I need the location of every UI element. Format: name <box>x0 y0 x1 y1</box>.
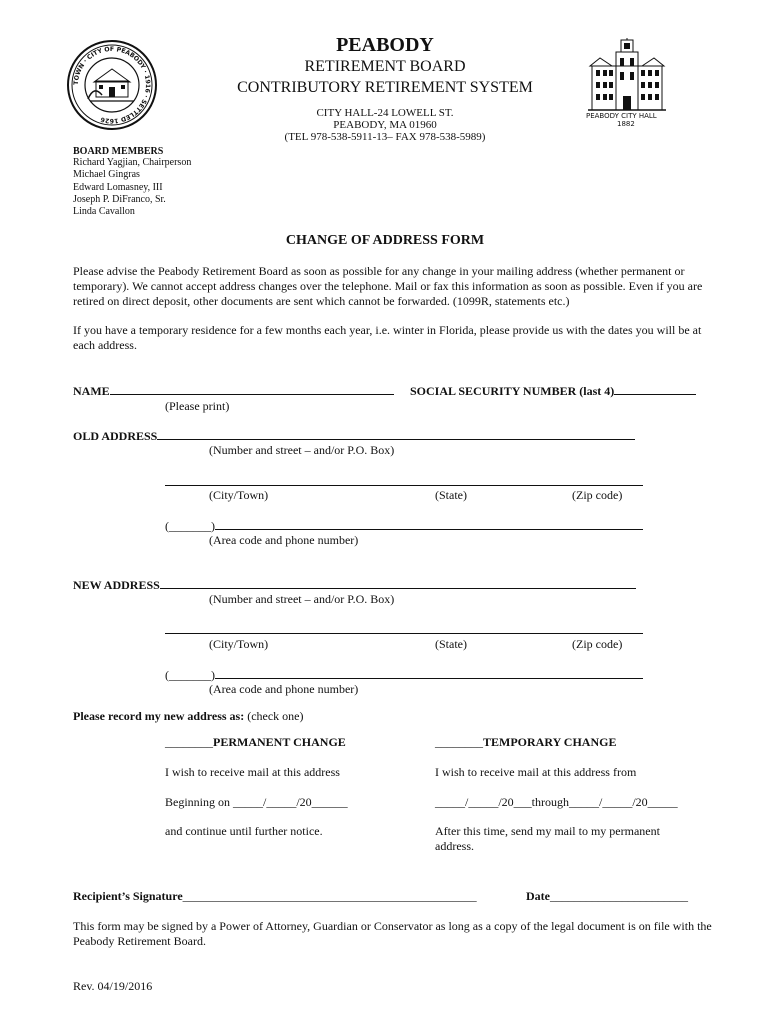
date-field[interactable]: _______________________ <box>550 889 688 903</box>
org-subtitle-system: CONTRIBUTORY RETIREMENT SYSTEM <box>237 79 533 96</box>
name-hint: (Please print) <box>165 399 230 413</box>
old-zip-hint: (Zip code) <box>572 488 623 502</box>
old-city-hint: (City/Town) <box>209 488 269 502</box>
old-phone-hint: (Area code and phone number) <box>209 533 359 547</box>
address-line-2: PEABODY, MA 01960 <box>333 119 437 131</box>
new-phone-hint: (Area code and phone number) <box>209 682 359 696</box>
new-phone-row <box>165 667 643 683</box>
record-as-label: Please record my new address as: <box>73 709 245 723</box>
temporary-line-1: I wish to receive mail at this address from <box>435 765 637 779</box>
record-as-hint: (check one) <box>247 709 304 723</box>
signature-row <box>73 889 477 904</box>
old-state-hint: (State) <box>435 488 467 502</box>
board-member: Edward Lomasney, III <box>73 181 163 193</box>
ssn-row <box>410 383 696 399</box>
name-field[interactable] <box>110 383 394 395</box>
temporary-date-range[interactable]: _____/_____/20___through_____/_____/20_____ <box>435 795 678 809</box>
new-state-hint: (State) <box>435 637 467 651</box>
org-subtitle-board: RETIREMENT BOARD <box>304 58 466 75</box>
new-zip-hint: (Zip code) <box>572 637 623 651</box>
old-address-label: OLD ADDRESS <box>73 429 158 443</box>
city-hall-caption: PEABODY CITY HALL <box>586 112 657 120</box>
org-title: PEABODY <box>336 34 434 56</box>
old-area-code-field[interactable]: (_______) <box>165 519 215 533</box>
signature-field[interactable]: _________________________________________________ <box>182 889 477 903</box>
date-row <box>526 889 688 904</box>
revision-date: Rev. 04/19/2016 <box>73 979 153 993</box>
record-as-row <box>73 709 304 724</box>
ssn-field[interactable] <box>614 383 696 395</box>
temporary-line-3: After this time, send my mail to my permanent <box>435 824 660 838</box>
old-street-hint: (Number and street – and/or P.O. Box) <box>209 443 395 457</box>
signature-label: Recipient’s Signature <box>73 889 183 903</box>
new-street-field[interactable] <box>160 577 636 589</box>
board-member: Joseph P. DiFranco, Sr. <box>73 193 166 205</box>
ssn-label: SOCIAL SECURITY NUMBER (last 4) <box>410 384 615 398</box>
old-street-field[interactable] <box>157 428 635 440</box>
permanent-check-field[interactable]: ________ <box>165 735 213 749</box>
temporary-residence-note: If you have a temporary residence for a few months each year, i.e. winter in Florida, please provide us with the dates you will be at each address. <box>73 323 702 352</box>
temporary-label: TEMPORARY CHANGE <box>483 735 617 749</box>
permanent-label: PERMANENT CHANGE <box>213 735 346 749</box>
permanent-beginning-date[interactable]: Beginning on _____/_____/20______ <box>165 795 348 809</box>
old-phone-row <box>165 518 643 534</box>
old-phone-field[interactable] <box>215 518 643 530</box>
new-phone-field[interactable] <box>215 667 643 679</box>
temporary-line-4: address. <box>435 839 474 853</box>
city-hall-year: 1882 <box>617 120 635 128</box>
permanent-option <box>165 735 346 750</box>
svg-text:TOWN · CITY OF PEABODY · 1916: TOWN · CITY OF PEABODY · 1916 · SETTLED 1626 <box>72 45 152 125</box>
board-members-heading: BOARD MEMBERS <box>73 146 164 157</box>
intro-paragraph: Please advise the Peabody Retirement Board as soon as possible for any change in your mailing address (whether permanent or temporary). We cannot accept address changes over the telephone. Mail or fax this information as soon as possible. Even if you are retired on direct deposit, other documents are sent which cannot be forwarded. (1099R, statements etc.) <box>73 264 703 308</box>
new-street-hint: (Number and street – and/or P.O. Box) <box>209 592 395 606</box>
board-member: Linda Cavallon <box>73 206 135 218</box>
new-area-code-field[interactable]: (_______) <box>165 668 215 682</box>
city-hall-illustration <box>588 38 666 112</box>
footer-note: This form may be signed by a Power of Attorney, Guardian or Conservator as long as a copy of the legal document is on file with the Peabody Retirement Board. <box>73 919 712 948</box>
new-address-label: NEW ADDRESS <box>73 578 160 592</box>
old-city-state-zip-field[interactable] <box>165 485 643 486</box>
address-line-1: CITY HALL-24 LOWELL ST. <box>316 107 454 119</box>
new-address-row <box>73 577 636 593</box>
form-title: CHANGE OF ADDRESS FORM <box>285 233 485 248</box>
phone-fax-line: (TEL 978-538-5911-13– FAX 978-538-5989) <box>284 131 486 143</box>
board-member: Richard Yagjian, Chairperson <box>73 157 192 168</box>
date-label: Date <box>526 889 550 903</box>
permanent-line-1: I wish to receive mail at this address <box>165 765 340 779</box>
board-members-list <box>73 157 191 218</box>
temporary-check-field[interactable]: ________ <box>435 735 483 749</box>
old-address-row <box>73 428 635 444</box>
board-member: Michael Gingras <box>73 169 140 181</box>
name-row <box>73 383 394 399</box>
temporary-option <box>435 735 616 750</box>
new-city-hint: (City/Town) <box>209 637 269 651</box>
permanent-line-3: and continue until further notice. <box>165 824 323 838</box>
new-city-state-zip-field[interactable] <box>165 633 643 634</box>
name-label: NAME <box>73 384 110 398</box>
